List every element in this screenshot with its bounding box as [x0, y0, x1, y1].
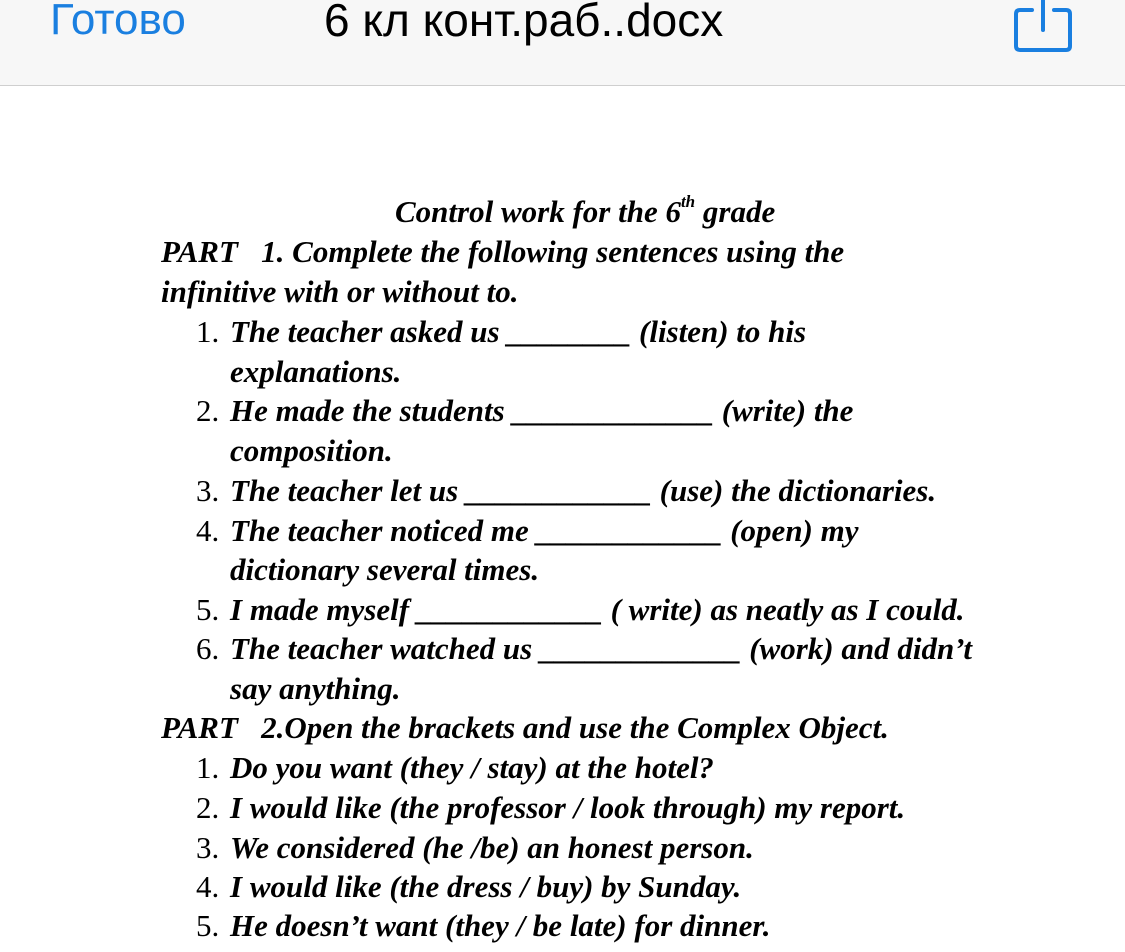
part2-item-3: We considered (he /be) an honest person. [230, 830, 754, 865]
part1-item-2: He made the students _____________ (write) the [230, 393, 854, 428]
part1-item-6-cont: say anything. [230, 671, 401, 706]
part1-item-4: The teacher noticed me ____________ (open) my [230, 513, 859, 548]
part1-item-6: The teacher watched us _____________ (work) and didn’t [230, 631, 973, 666]
document-page [0, 86, 1125, 952]
part1-item-1-cont: explanations. [230, 354, 402, 389]
item-number: 4. [196, 513, 220, 548]
part2-item-1: Do you want (they / stay) at the hotel? [230, 750, 714, 785]
item-number: 2. [196, 790, 220, 825]
part1-item-1: The teacher asked us ________ (listen) to his [230, 314, 807, 349]
item-number: 3. [196, 473, 220, 508]
part2-item-2: I would like (the professor / look through) my report. [230, 790, 906, 825]
item-number: 6. [196, 631, 220, 666]
item-number: 1. [196, 314, 220, 349]
top-navigation-bar [0, 0, 1125, 86]
part1-item-5: I made myself ____________ ( write) as neatly as I could. [230, 592, 965, 627]
heading-text: Control work for the 6 [395, 194, 681, 229]
part1-item-3: The teacher let us ____________ (use) the dictionaries. [230, 473, 937, 508]
heading-superscript: th [680, 192, 696, 211]
part1-heading-line2: infinitive with or without to. [161, 274, 519, 309]
item-number: 5. [196, 908, 220, 943]
part2-item-4: I would like (the dress / buy) by Sunday. [230, 869, 742, 904]
part1-item-4-cont: dictionary several times. [230, 552, 540, 587]
item-number: 2. [196, 393, 220, 428]
heading-text-end: grade [695, 194, 776, 229]
item-number: 4. [196, 869, 220, 904]
part1-item-2-cont: composition. [230, 433, 393, 468]
share-icon[interactable] [1012, 0, 1074, 56]
part2-item-5: He doesn’t want (they / be late) for dinner. [230, 908, 771, 943]
item-number: 3. [196, 830, 220, 865]
document-title: 6 кл конт.раб..docx [324, 0, 724, 46]
done-button[interactable]: Готово [50, 0, 186, 44]
part2-heading: PART 2.Open the brackets and use the Complex Object. [161, 710, 889, 745]
item-number: 5. [196, 592, 220, 627]
document-heading [395, 194, 775, 230]
item-number: 1. [196, 750, 220, 785]
part1-heading-line1: PART 1. Complete the following sentences using the [161, 234, 845, 269]
